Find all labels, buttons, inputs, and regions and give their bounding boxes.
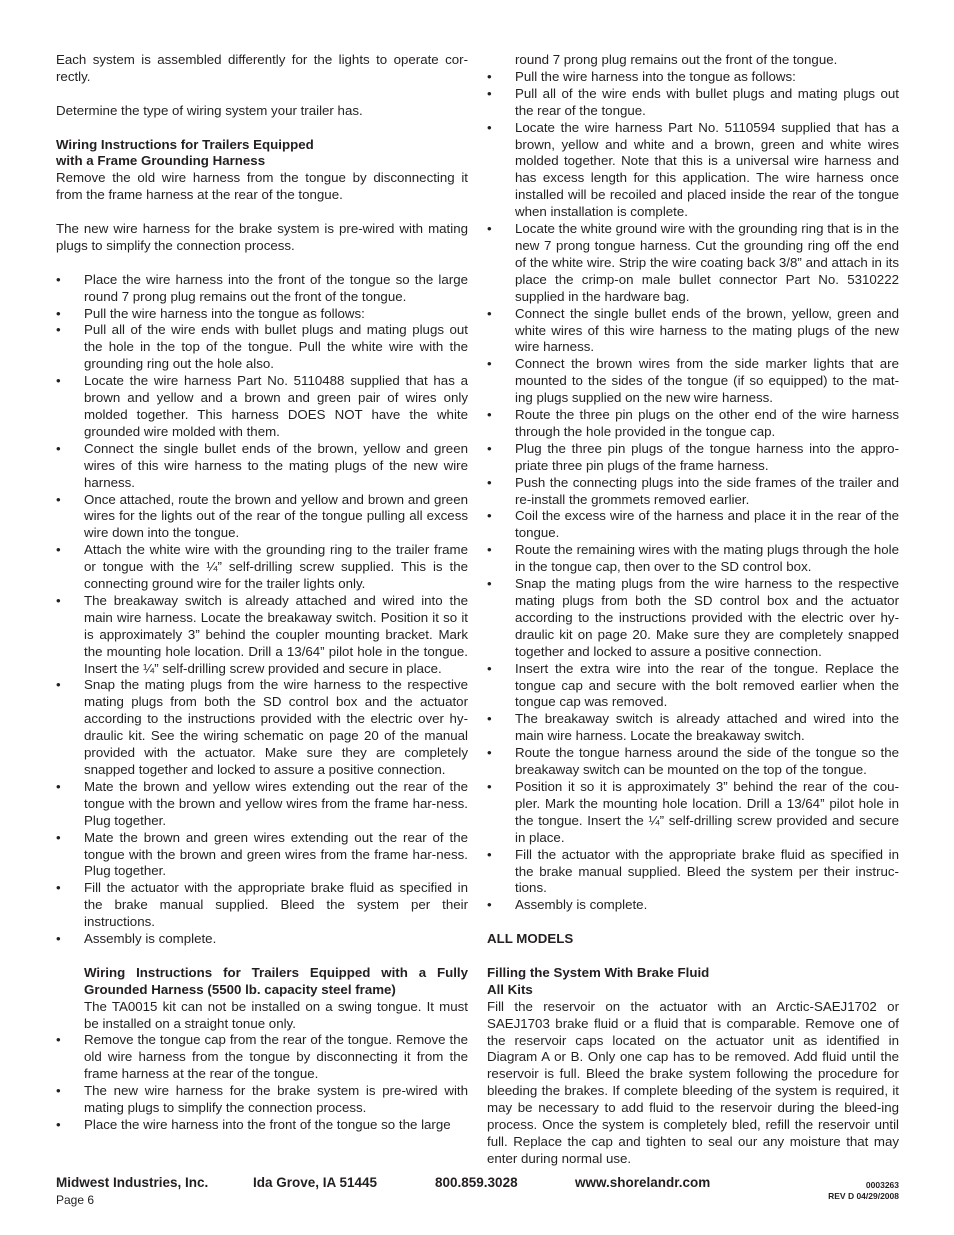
section-subheading: All Kits (487, 981, 533, 997)
page-number: Page 6 (56, 1193, 95, 1207)
body-paragraph: The new wire harness for the brake system is pre-wired with mating plugs to simplify the connection process. (56, 221, 468, 253)
list-item: • Coil the excess wire of the harness and place it in the rear of the tongue. (487, 508, 899, 542)
list-item: • Insert the extra wire into the rear of the tongue. Replace the tongue cap and secure with the bolt removed earlier when the tongue cap was removed. (487, 661, 899, 712)
footer-company: Midwest Industries, Inc. (56, 1175, 209, 1190)
body-paragraph: Remove the old wire harness from the tongue by disconnecting it from the frame harness at the rear of the tongue. (56, 170, 468, 203)
list-item: • Snap the mating plugs from the wire harness to the respective mating plugs from both the SD control box and the actuator according to the instructions provided with the electric over hy-draulic kit on page 20. Make sure they are completely snapped together and locked to assure a positive connection. (487, 576, 899, 661)
list-item: • Once attached, route the brown and yellow and brown and green wires for the lights out of the rear of the tongue pulling all excess wire down into the tongue. (56, 492, 468, 543)
section-heading: Wiring Instructions for Trailers Equipped (56, 136, 314, 152)
document-number: 0003263 (865, 1180, 899, 1190)
list-item: • Route the remaining wires with the mating plugs through the hole in the tongue cap, then over to the SD control box. (487, 542, 899, 576)
list-item: • Pull the wire harness into the tongue as follows: (56, 306, 468, 323)
list-item: • Push the connecting plugs into the side frames of the trailer and re-install the grommets removed earlier. (487, 475, 899, 509)
section-heading: with a Frame Grounding Harness (56, 153, 266, 169)
list-item: • Place the wire harness into the front of the tongue so the large round 7 prong plug remains out the front of the tongue. (56, 272, 468, 306)
list-item: • Place the wire harness into the front of the tongue so the large (56, 1117, 468, 1134)
list-item: • Connect the single bullet ends of the brown, yellow, green and white wires of this wire harness to the mating plugs of the new wire harness. (487, 306, 899, 357)
list-item: • Fill the actuator with the appropriate brake fluid as specified in the brake manual supplied. Bleed the system per their instructions. (56, 880, 468, 931)
page-footer (56, 1175, 899, 1215)
right-column (487, 52, 899, 1168)
footer-phone: 800.859.3028 (435, 1175, 518, 1190)
bullet-list (56, 1032, 468, 1133)
section-note: The TA0015 kit can not be installed on a swing tongue. It must be installed on a straight tonue only. (84, 998, 468, 1031)
footer-website: www.shorelandr.com (575, 1175, 711, 1190)
list-item: • Connect the single bullet ends of the brown, yellow and green wires of this wire harness to the mating plugs of the new wire harness. (56, 441, 468, 492)
list-item: • Mate the brown and yellow wires extending out the rear of the tongue with the brown and yellow wires from the frame har-ness. Plug together. (56, 779, 468, 830)
section-heading: ALL MODELS (487, 931, 574, 947)
list-item: • Route the three pin plugs on the other end of the wire harness through the hole provided in the tongue cap. (487, 407, 899, 441)
list-item: • Assembly is complete. (56, 931, 468, 948)
body-paragraph: Fill the reservoir on the actuator with an Arctic-SAEJ1702 or SAEJ1703 brake fluid or a fluid that is comparable. Remove one of the reservoir caps located on the actuator unit as identified in Diagram A or B. Only one cap has to be removed. Add fluid until the reservoir is full. Bleed the brake system following the procedure for bleeding the brakes. If complete bleeding of the system is required, it may be necessary to add fluid to the reservoir during the bleed-ing process. Once the system is completely bled, refill the reservoir until full. Replace the cap and tighten to seal our any moisture that may enter during normal use. (487, 998, 899, 1166)
bullet-list (56, 272, 468, 948)
list-item: • Mate the brown and green wires extending out the rear of the tongue with the brown and green wires from the frame har-ness. Plug together. (56, 830, 468, 881)
list-item: • Attach the white wire with the grounding ring to the trailer frame or tongue with the ¼” self-drilling screw supplied. This is the connecting ground wire for the trailer lights only. (56, 542, 468, 593)
left-column (56, 52, 468, 1134)
list-item: • Locate the wire harness Part No. 5110594 supplied that has a brown, yellow and white and a brown, green and white wires molded together. Note that this is a universal wire harness and has excess length for this application. The wire harness once installed will be recoiled and placed inside the rear of the tongue when installation is complete. (487, 120, 899, 221)
section-heading: Filling the System With Brake Fluid (487, 964, 710, 980)
section-heading: Wiring Instructions for Trailers Equipped with a Fully Grounded Harness (5500 lb. capacity steel frame) (84, 964, 468, 997)
intro-paragraph: Each system is assembled differently for the lights to operate cor-rectly. (56, 52, 468, 84)
list-item: • The new wire harness for the brake system is pre-wired with mating plugs to simplify the connection process. (56, 1083, 468, 1117)
list-item: • Connect the brown wires from the side marker lights that are mounted to the sides of the tongue (if so equipped) to the mat-ing plugs supplied on the new wire harness. (487, 356, 899, 407)
list-item: • Pull the wire harness into the tongue as follows: (487, 69, 899, 86)
list-item: • Assembly is complete. (487, 897, 899, 914)
list-item: • Locate the white ground wire with the grounding ring that is in the new 7 prong tongue harness. Cut the grounding ring off the end of the white wire. Strip the wire coating back 3/8” and attach in its place the crimp-on male bullet connector Part No. 5310222 supplied in the hardware bag. (487, 221, 899, 306)
revision-date: REV D 04/29/2008 (828, 1191, 899, 1201)
list-item: • Remove the tongue cap from the rear of the tongue. Remove the old wire harness from the tongue by disconnecting it from the frame harness at the rear of the tongue. (56, 1032, 468, 1083)
list-item: • Route the tongue harness around the side of the tongue so the breakaway switch can be mounted on the top of the tongue. (487, 745, 899, 779)
bullet-list (487, 69, 899, 914)
footer-city: Ida Grove, IA 51445 (253, 1175, 378, 1190)
list-item: • Fill the actuator with the appropriate brake fluid as specified in the brake manual supplied. Bleed the system per their instruc-tions. (487, 847, 899, 898)
list-item: • Locate the wire harness Part No. 5110488 supplied that has a brown and yellow and a brown and green pair of wires only molded together. This harness DOES NOT have the white grounded wire molded with them. (56, 373, 468, 441)
list-item: • The breakaway switch is already attached and wired into the main wire harness. Locate the breakaway switch. Position it so it is approximately 3” behind the coupler mounting bracket. Mark the mounting hole location. Drill a 13/64” pilot hole in the tongue. Insert the ¼” self-drilling screw provided and secure in place. (56, 593, 468, 678)
list-item: • Pull all of the wire ends with bullet plugs and mating plugs out the rear of the tongue. (487, 86, 899, 120)
list-item: • Position it so it is approximately 3” behind the rear of the cou-pler. Mark the mounting hole location. Drill a 13/64” pilot hole in the tongue. Insert the ¼” self-drilling screw provided and secure in place. (487, 779, 899, 847)
list-item: • Snap the mating plugs from the wire harness to the respective mating plugs from both the SD control box and the actuator according to the instructions provided with the electric over hy-draulic kit. See the wiring schematic on page 20 of the manual provided with the actuator. Make sure they are completely snapped together and locked to assure a positive connection. (56, 677, 468, 778)
continued-text: round 7 prong plug remains out the front of the tongue. (515, 52, 838, 67)
list-item: • Plug the three pin plugs of the tongue harness into the appro-priate three pin plugs of the frame harness. (487, 441, 899, 475)
list-item: • The breakaway switch is already attached and wired into the main wire harness. Locate the breakaway switch. (487, 711, 899, 745)
intro-paragraph: Determine the type of wiring system your trailer has. (56, 102, 363, 118)
list-item: • Pull all of the wire ends with bullet plugs and mating plugs out the hole in the top of the tongue. Pull the white wire with the grounding ring out the hole also. (56, 322, 468, 373)
